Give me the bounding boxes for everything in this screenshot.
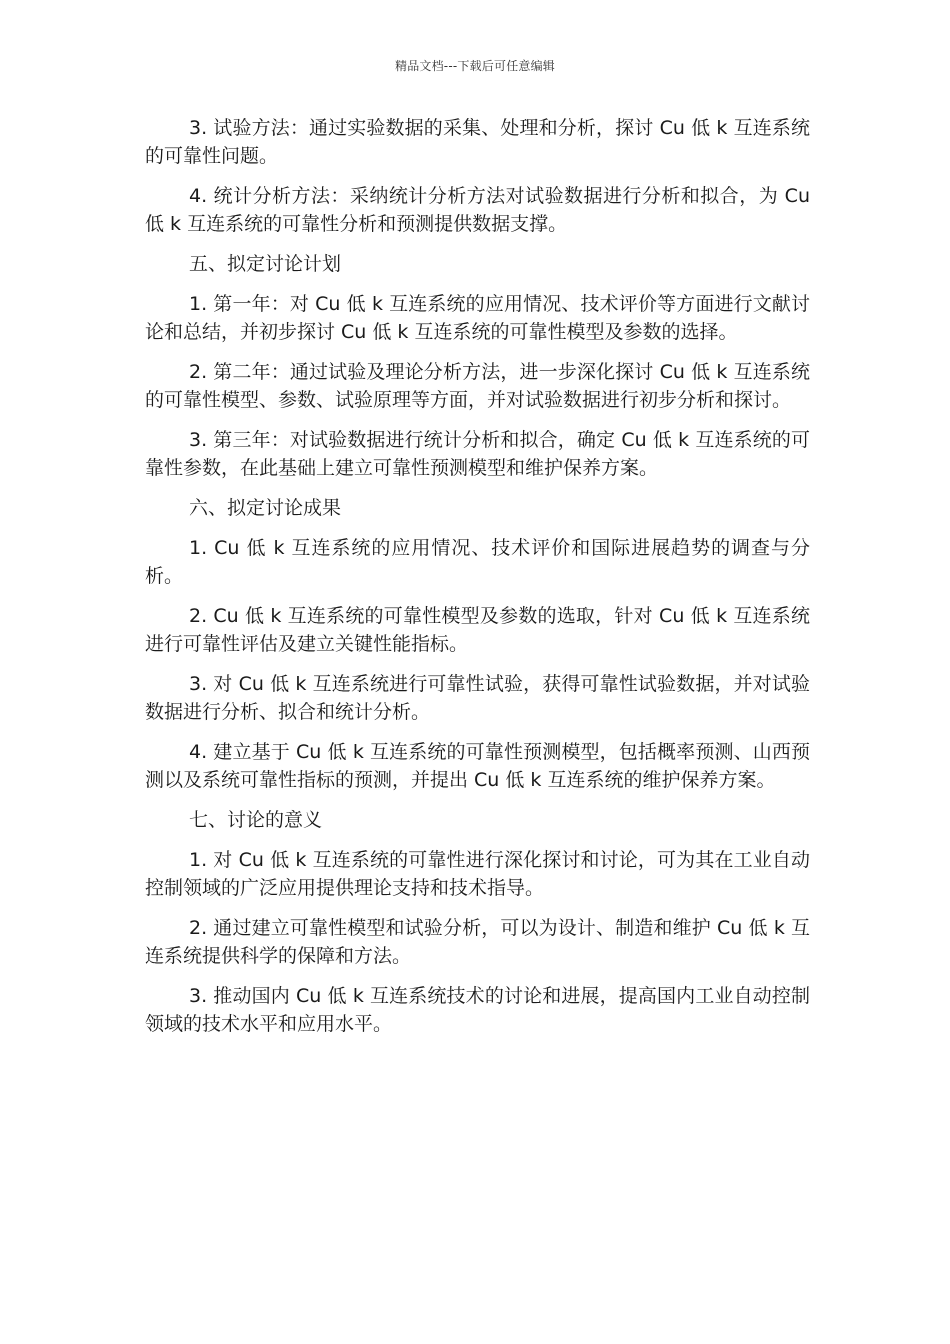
section-heading-results: 六、拟定讨论成果 xyxy=(189,497,342,519)
paragraph-significance-1: 1. 对 Cu 低 k 互连系统的可靠性进行深化探讨和讨论，可为其在工业自动控制领域的广泛应用提供理论支持和技术指导。 xyxy=(145,849,810,899)
paragraph-plan-3: 3. 第三年：对试验数据进行统计分析和拟合，确定 Cu 低 k 互连系统的可靠性参数，在此基础上建立可靠性预测模型和维护保养方案。 xyxy=(145,429,810,479)
document-body xyxy=(145,114,810,1050)
paragraph-result-4: 4. 建立基于 Cu 低 k 互连系统的可靠性预测模型，包括概率预测、山西预测以及系统可靠性指标的预测，并提出 Cu 低 k 互连系统的维护保养方案。 xyxy=(145,741,810,791)
paragraph-result-2: 2. Cu 低 k 互连系统的可靠性模型及参数的选取，针对 Cu 低 k 互连系统进行可靠性评估及建立关键性能指标。 xyxy=(145,605,810,655)
paragraph-plan-2: 2. 第二年：通过试验及理论分析方法，进一步深化探讨 Cu 低 k 互连系统的可靠性模型、参数、试验原理等方面，并对试验数据进行初步分析和探讨。 xyxy=(145,361,810,411)
paragraph-method-4: 4. 统计分析方法：采纳统计分析方法对试验数据进行分析和拟合，为 Cu 低 k 互连系统的可靠性分析和预测提供数据支撑。 xyxy=(145,185,810,235)
paragraph-result-3: 3. 对 Cu 低 k 互连系统进行可靠性试验，获得可靠性试验数据，并对试验数据进行分析、拟合和统计分析。 xyxy=(145,673,810,723)
paragraph-significance-3: 3. 推动国内 Cu 低 k 互连系统技术的讨论和进展，提高国内工业自动控制领域的技术水平和应用水平。 xyxy=(145,985,810,1035)
section-heading-significance: 七、讨论的意义 xyxy=(189,809,323,831)
page-header: 精品文档---下载后可任意编辑 xyxy=(395,59,555,73)
paragraph-plan-1: 1. 第一年：对 Cu 低 k 互连系统的应用情况、技术评价等方面进行文献讨论和总结，并初步探讨 Cu 低 k 互连系统的可靠性模型及参数的选择。 xyxy=(145,293,810,343)
section-heading-plan: 五、拟定讨论计划 xyxy=(189,253,342,275)
paragraph-significance-2: 2. 通过建立可靠性模型和试验分析，可以为设计、制造和维护 Cu 低 k 互连系统提供科学的保障和方法。 xyxy=(145,917,810,967)
paragraph-result-1: 1. Cu 低 k 互连系统的应用情况、技术评价和国际进展趋势的调查与分析。 xyxy=(145,537,810,587)
paragraph-method-3: 3. 试验方法：通过实验数据的采集、处理和分析，探讨 Cu 低 k 互连系统的可靠性问题。 xyxy=(145,117,810,167)
